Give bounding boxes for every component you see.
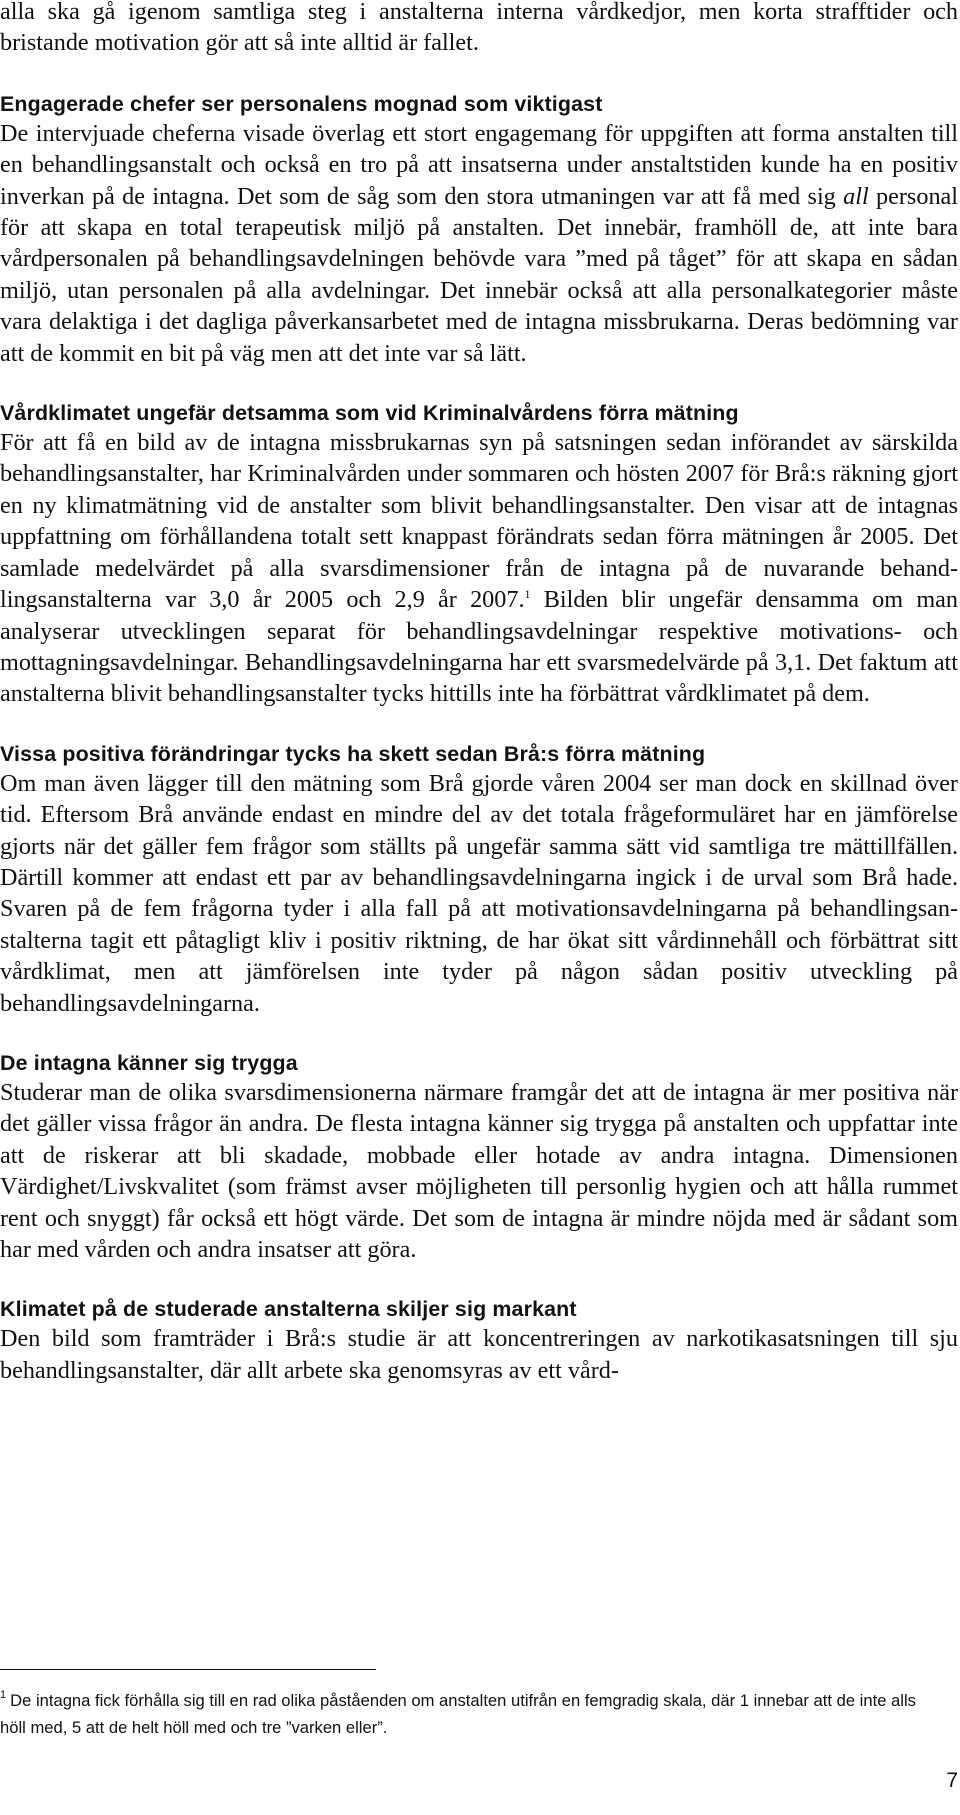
section-heading: Engagerade chefer ser personalens mognad som viktigast xyxy=(0,91,603,116)
footnote-reference[interactable]: 1 xyxy=(524,587,531,602)
paragraph-text: Bilden blir ungefär densamma om man analyserar utvecklingen separat för behandlingsavdelningar respektive motivations- och mottagningsavdelningar. Behandlingsavdelningarna har ett svarsmedelvärde på 3,1. Det faktum att anstalterna blivit behandlingsanstalter tycks hittills inte ha förbättrat vårdklimatet på dem. xyxy=(0,586,958,708)
section-paragraph: Studerar man de olika svarsdimensionerna närmare framgår det att de intagna är mer positiva när det gäller vissa frågor än andra. De flesta intagna känner sig trygga på anstalten och uppfattar inte att de riskerar att bli skadade, mobbade eller hotade av andra intagna. Dimensionen Värdighet/Livskvalitet (som främst avser möjligheten till personlig hygien och att hålla rummet rent och snyggt) får också ett högt värde. Det som de intagna är mindre nöjda med är sådant som har med vården och andra insatser att göra. xyxy=(0,1078,958,1263)
section-paragraph xyxy=(0,118,958,369)
section-climate-differs xyxy=(0,1295,958,1386)
footnote xyxy=(0,1687,940,1741)
section-heading: Klimatet på de studerade anstalterna skiljer sig markant xyxy=(0,1297,577,1322)
intro-paragraph: alla ska gå igenom samtliga steg i anstalterna interna vårdkedjor, men korta strafftider och bristande motivation gör att så inte alltid är fallet. xyxy=(0,0,958,57)
section-heading: De intagna känner sig trygga xyxy=(0,1050,298,1075)
section-inmates-feel-safe xyxy=(0,1049,958,1265)
section-paragraph: Den bild som framträder i Brå:s studie är att koncentreringen av narkotikasatsningen till sju behandlingsanstalter, där allt arbete ska genomsyras av ett vård- xyxy=(0,1325,958,1384)
spacer xyxy=(0,1019,958,1049)
spacer xyxy=(0,710,958,740)
spacer xyxy=(0,59,958,90)
section-engaged-managers xyxy=(0,90,958,369)
spacer xyxy=(0,369,958,399)
section-paragraph: Om man även lägger till den mätning som Brå gjorde våren 2004 ser man dock en skillnad över tid. Eftersom Brå använde endast en mindre del av det totala frågeformuläret har en jämförelse gjorts när det gäller fem frågor som ställts på ungefär samma sätt vid samtliga tre mättillfällen. Därtill kommer att endast ett par av behandlingsavdelningarna ingick i de urval som Brå hade. Svaren på de fem frågorna tyder i alla fall på att motivationsavdelningarna på behandlingsanstalterna tagit ett påtagligt kliv i positiv riktning, de har ökat sitt vårdinnehåll och förbättrat sitt vårdklimat, men att jämförelsen inte tyder på någon sådan positiv utveckling på behandlingsavdelningarna. xyxy=(0,769,958,1017)
section-heading: Vårdklimatet ungefär detsamma som vid Kriminalvårdens förra mätning xyxy=(0,401,739,426)
footnote-divider xyxy=(0,1669,376,1670)
page-number: 7 xyxy=(946,1769,958,1792)
paragraph-text: De intervjuade cheferna visade överlag ett stort engagemang för uppgiften att forma anstalten till en behandlingsanstalt och också en tro på att insatserna under anstaltstiden kunde ha en positiv inverkan på de intagna. Det som de såg som den stora utmaningen var att få med sig xyxy=(0,119,958,210)
footnote-text: De intagna fick förhålla sig till en rad olika påståenden om anstalten utifrån en femgradig skala, där 1 innebar att de inte alls höll med, 5 att de helt höll med och tre ”varken eller”. xyxy=(0,1691,916,1737)
paragraph-text: personal för att skapa en total terapeutisk miljö på anstalten. Det innebär, framhöll de, att inte bara vårdpersonalen på behandlingsavdelningen behövde vara ”med på tåget” för att skapa en sådan miljö, utan personalen på alla avdelningar. Det innebär också att alla personalkategorier måste vara delaktiga i det dagliga påverkansarbetet med de intagna missbrukarna. Deras bedömning var att de kommit en bit på väg men att det inte var så lätt. xyxy=(0,182,958,367)
section-positive-changes xyxy=(0,740,958,1019)
section-care-climate xyxy=(0,399,958,710)
paragraph-text: För att få en bild av de intagna missbrukarnas syn på satsningen sedan införandet av särskilda behandlingsanstalter, har Kriminalvården under sommaren och hösten 2007 för Brå:s räkning gjort en ny klimatmätning vid de anstalter som blivit behandlingsanstalter. Den visar att de intagnas uppfattning om förhållandena totalt sett knappast förändrats sedan förra mätningen år 2005. Det samlade medelvärdet på alla svarsdimensioner från de intagna på de nuvarande behandlingsanstalterna var 3,0 år 2005 och 2,9 år 2007. xyxy=(0,429,958,614)
section-paragraph xyxy=(0,427,958,710)
emphasis-text: all xyxy=(843,182,869,210)
section-heading: Vissa positiva förändringar tycks ha skett sedan Brå:s förra mätning xyxy=(0,741,706,766)
footnote-marker: 1 xyxy=(0,1689,7,1701)
spacer xyxy=(0,1265,958,1295)
